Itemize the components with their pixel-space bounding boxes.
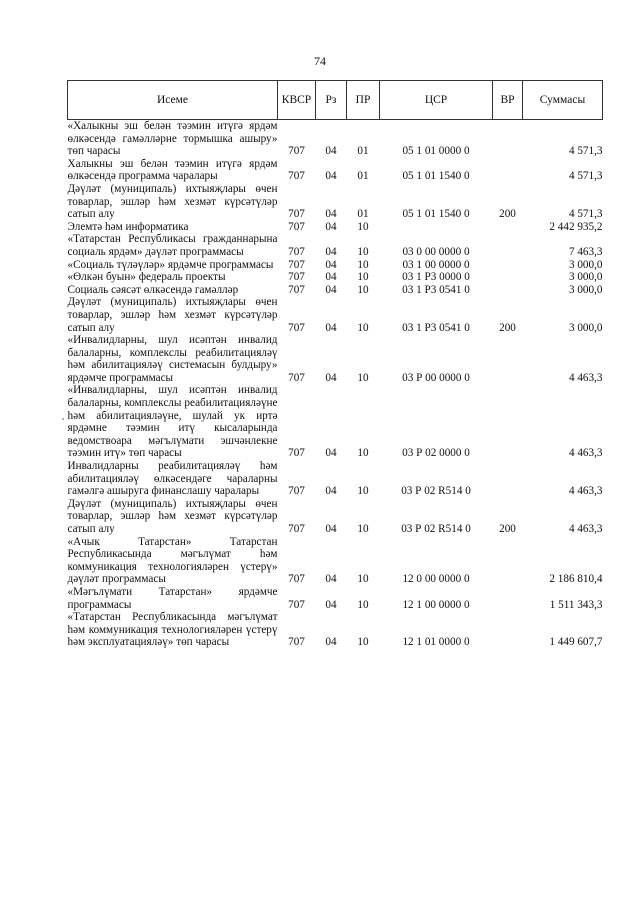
cell-sum: 1 511 343,3 [549,598,603,611]
cell-kvsr: 707 [288,208,305,221]
cell-vr [493,611,523,649]
cell-pr: 01 [357,170,369,183]
cell-csr: 03 Р 00 0000 0 [402,371,470,384]
cell-sum: 3 000,0 [568,321,603,334]
cell-csr: 12 0 00 0000 0 [402,573,470,586]
cell-csr: 03 1 P3 0541 0 [402,321,470,334]
cell-pr: 10 [357,485,369,498]
header-vr: ВР [493,81,523,120]
table-row [68,221,603,234]
cell-vr [493,284,523,297]
cell-kvsr: 707 [288,636,305,649]
cell-rz: 04 [325,208,337,221]
cell-csr: 12 1 01 0000 0 [402,636,470,649]
cell-vr: 200 [499,321,516,334]
cell-sum: 1 449 607,7 [549,636,603,649]
cell-pr: 10 [357,573,369,586]
cell-sum: 4 463,3 [568,523,603,535]
table-body [68,120,603,649]
cell-name: Социаль сәясәт өлкәсендә гамәлләр [67,283,239,296]
cell-rz: 04 [325,447,337,460]
cell-sum: 3 000,0 [568,283,603,296]
cell-vr [493,120,523,158]
cell-sum: 2 442 935,2 [549,220,603,233]
cell-csr: 05 1 01 1540 0 [402,208,470,221]
cell-csr: 03 1 00 0000 0 [402,258,470,271]
cell-name: «Инвалидларны, шул исәптән инвалид балаларны, комплекслы реабилитацияләүне һәм абилитацияләүне, шулай ук иртә ярдәмне тәэмин итү кысаларында ведомствоара мәгълүмати эшчәнлекне тәэмин итү» төп чарасы [67,384,278,460]
cell-kvsr: 707 [288,283,305,296]
cell-kvsr: 707 [288,321,305,334]
cell-vr [493,384,523,460]
table-row [68,233,603,258]
table-row [68,586,603,611]
cell-vr [493,158,523,183]
table-row [68,498,603,536]
cell-sum: 4 463,3 [568,485,603,498]
cell-csr: 12 1 00 0000 0 [402,598,470,611]
cell-csr [380,221,493,234]
cell-csr: 03 Р 02 R514 0 [401,523,471,535]
page-number: 74 [314,54,326,68]
cell-pr: 10 [357,271,369,284]
cell-sum: 4 571,3 [568,208,603,221]
cell-pr: 10 [357,371,369,384]
cell-rz: 04 [325,485,337,498]
cell-name: «Татарстан Республикасында мәгълүмат һәм коммуникация технологияләрен үстерү һәм эксплуатацияләү» төп чарасы [67,611,278,649]
cell-sum: 4 463,3 [568,371,603,384]
table-row [68,271,603,284]
cell-rz: 04 [325,258,337,271]
cell-vr [493,259,523,272]
cell-name: Дәүләт (муниципаль) ихтыяҗлары өчен товарлар, эшләр һәм хезмәт күрсәтүләр сатып алу [67,182,278,221]
table-row [68,611,603,649]
cell-csr: 03 Р 02 0000 0 [402,447,470,460]
cell-pr: 10 [357,636,369,649]
cell-name: Элемтә һәм информатика [67,220,189,233]
scan-speck [62,418,64,420]
cell-name: «Ачык Татарстан» Татарстан Республикасында мәгълүмат һәм коммуникация технологияләрен үстерү» дәүләт программасы [67,535,278,586]
header-name: Исеме [68,81,278,120]
cell-vr [493,221,523,234]
cell-name: Инвалидларны реабилитацияләү һәм абилитацияләү өлкәсендәге чараларны гамәлгә ашыруга финанслашу чаралары [67,460,278,498]
table-row [68,120,603,158]
cell-rz: 04 [325,271,337,284]
cell-rz: 04 [325,573,337,586]
cell-sum: 4 463,3 [568,447,603,460]
cell-pr: 10 [357,220,369,233]
cell-kvsr: 707 [288,245,305,258]
header-rz: Рз [316,81,347,120]
table-row [68,384,603,460]
header-csr: ЦСР [380,81,493,120]
cell-pr: 10 [357,447,369,460]
cell-vr: 200 [499,523,516,535]
table-row [68,334,603,384]
cell-sum: 4 571,3 [568,145,603,158]
header-pr: ПР [347,81,380,120]
cell-rz: 04 [325,636,337,649]
cell-vr: 200 [499,208,516,221]
cell-name: Дәүләт (муниципаль) ихтыяҗлары өчен товарлар, эшләр һәм хезмәт күрсәтүләр сатып алу [67,497,278,535]
table-row [68,284,603,297]
cell-kvsr: 707 [288,447,305,460]
cell-csr: 03 1 P3 0541 0 [402,283,470,296]
table-row [68,259,603,272]
cell-pr: 10 [357,245,369,258]
cell-name: «Социаль түләүләр» ярдәмче программасы [67,258,274,271]
cell-name: «Татарстан Республикасы гражданнарына социаль ярдәм» дәүләт программасы [67,233,278,258]
cell-kvsr: 707 [288,145,305,158]
table-row [68,183,603,221]
cell-csr: 03 0 00 0000 0 [402,245,470,258]
cell-name: Халыкны эш белән тәэмин итүгә ярдәм өлкәсендә программа чаралары [67,157,278,183]
cell-name: Дәүләт (муниципаль) ихтыяҗлары өчен товарлар, эшләр һәм хезмәт күрсәтүләр сатып алу [67,296,278,334]
cell-rz: 04 [325,220,337,233]
cell-name: «Өлкән буын» федераль проекты [67,271,226,284]
header-kvsr: КВСР [278,81,316,120]
cell-rz: 04 [325,170,337,183]
cell-kvsr: 707 [288,598,305,611]
cell-kvsr: 707 [288,371,305,384]
cell-rz: 04 [325,598,337,611]
cell-sum: 3 000,0 [568,271,603,284]
table-row [68,158,603,183]
cell-pr: 10 [357,523,369,535]
cell-csr: 05 1 01 1540 0 [402,170,470,183]
cell-kvsr: 707 [288,485,305,498]
budget-table [67,80,603,649]
cell-sum: 2 186 810,4 [549,573,603,586]
cell-rz: 04 [325,283,337,296]
cell-rz: 04 [325,371,337,384]
cell-pr: 10 [357,258,369,271]
cell-name: «Мәгълүмати Татарстан» ярдәмче программасы [67,585,278,611]
cell-vr [493,536,523,586]
cell-pr: 01 [357,208,369,221]
table-row [68,296,603,334]
cell-csr: 05 1 01 0000 0 [402,145,470,158]
cell-rz: 04 [325,523,337,535]
cell-name: «Халыкны эш белән тәэмин итүгә ярдәм өлкәсендә гамәлләрне тормышка ашыру» төп чарасы [67,120,278,158]
cell-vr [493,233,523,258]
cell-vr [493,460,523,498]
cell-kvsr: 707 [288,523,305,535]
cell-vr [493,334,523,384]
cell-rz: 04 [325,145,337,158]
table-row [68,536,603,586]
cell-kvsr: 707 [288,170,305,183]
cell-rz: 04 [325,321,337,334]
table-row [68,460,603,498]
cell-sum: 4 571,3 [568,170,603,183]
cell-pr: 10 [357,321,369,334]
cell-kvsr: 707 [288,271,305,284]
cell-csr: 03 Р 02 R514 0 [401,485,471,498]
cell-vr [493,271,523,284]
cell-kvsr: 707 [288,258,305,271]
cell-pr: 10 [357,598,369,611]
cell-kvsr: 707 [288,573,305,586]
cell-kvsr: 707 [288,220,305,233]
cell-rz: 04 [325,245,337,258]
cell-name: «Инвалидларны, шул исәптән инвалид балаларны, комплекслы реабилитацияләү һәм абилитацияләү системасын булдыру» ярдәмче программасы [67,334,278,384]
cell-sum: 7 463,3 [568,245,603,258]
cell-pr: 01 [357,145,369,158]
cell-vr [493,586,523,611]
cell-pr: 10 [357,283,369,296]
cell-sum: 3 000,0 [568,258,603,271]
table-header [68,81,603,120]
header-sum: Суммасы [523,81,603,120]
cell-csr: 03 1 P3 0000 0 [402,271,470,284]
